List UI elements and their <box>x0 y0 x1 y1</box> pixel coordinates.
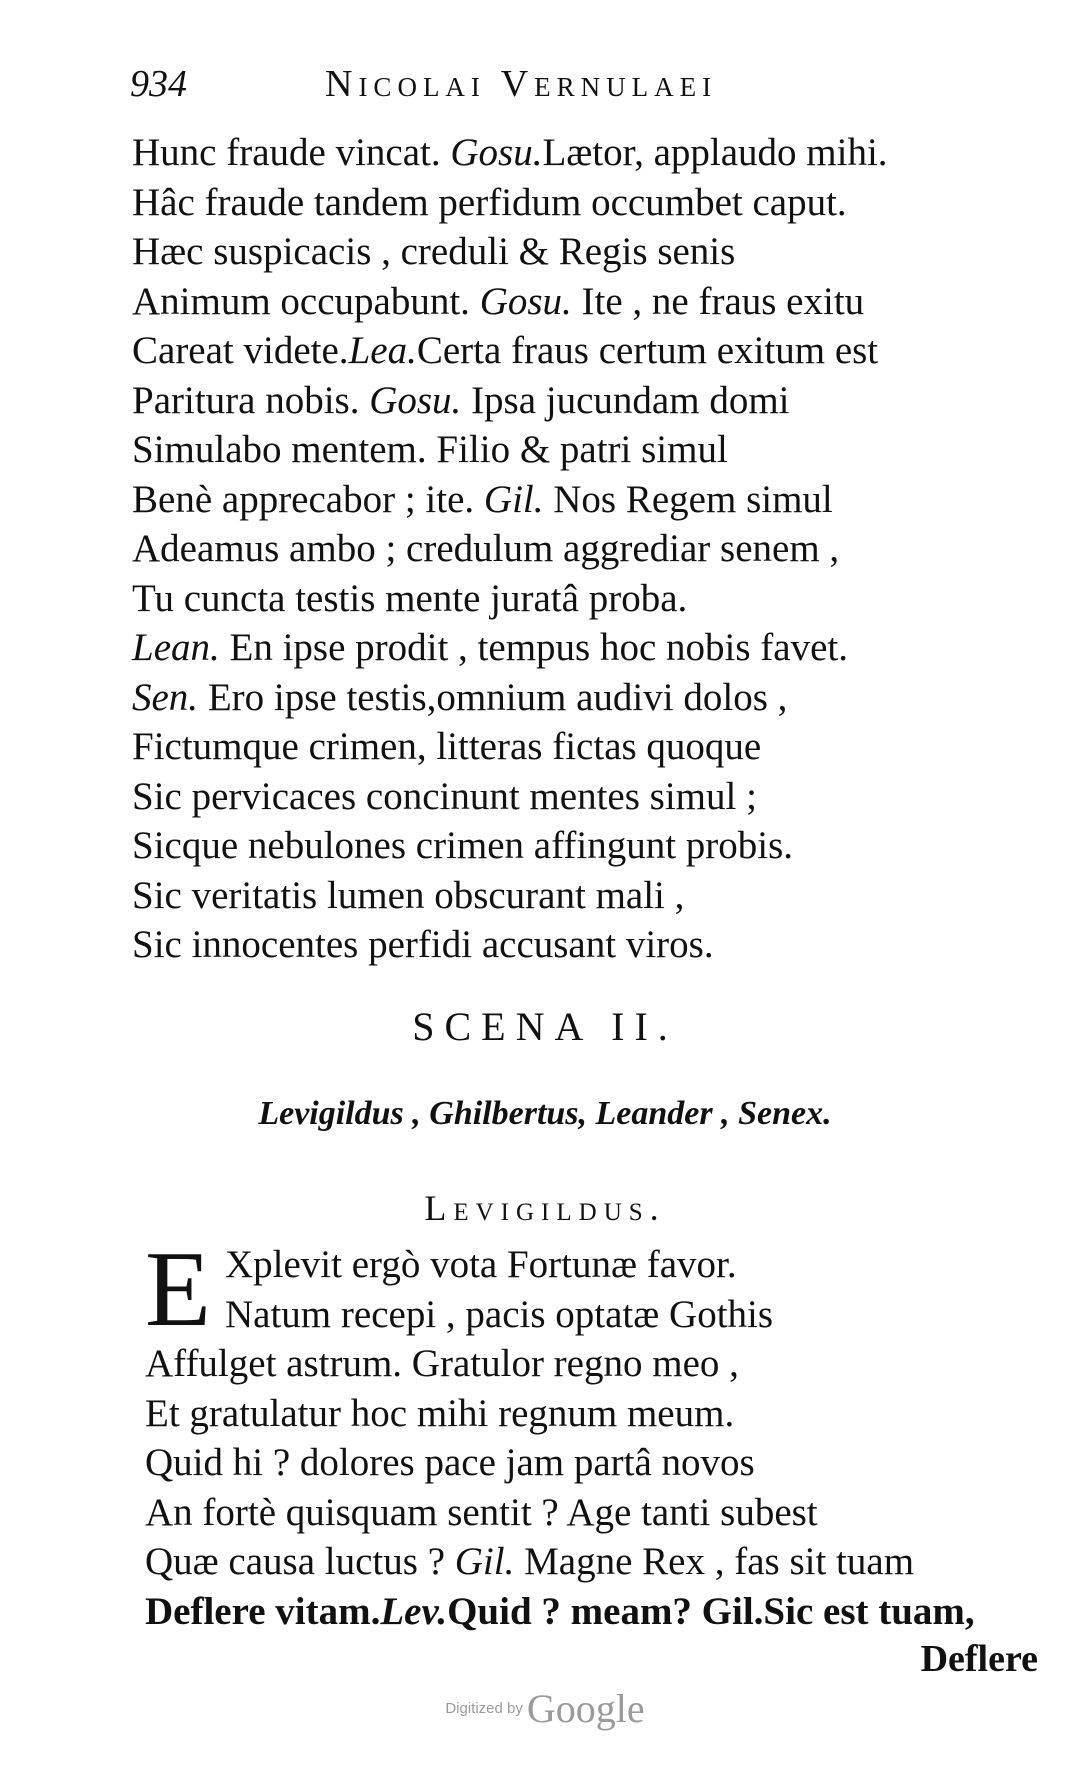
verse-line <box>132 722 1032 772</box>
running-head: Nicolai Vernulaei <box>325 63 718 105</box>
scene-title: SCENA II. <box>412 1004 678 1049</box>
line-text: Magne Rex , fas sit tuam <box>514 1540 915 1583</box>
speaker-abbreviation: Gosu. <box>450 131 543 174</box>
line-text: Hâc fraude tandem perfidum occumbet caput. <box>132 180 847 224</box>
line-text: An fortè quisquam sentit ? Age tanti subest <box>145 1490 818 1534</box>
line-text: Tu cuncta testis mente juratâ proba. <box>132 576 688 620</box>
drop-cap: E <box>145 1230 211 1349</box>
line-text: Lætor, applaudo mihi. <box>542 131 888 174</box>
verse-line <box>132 623 1032 673</box>
verse-line <box>132 524 1032 574</box>
page-number: 934 <box>130 63 187 105</box>
line-text: Adeamus ambo ; credulum aggrediar senem , <box>132 527 840 570</box>
line-text: Quid ? meam? Gil.Sic est tuam, <box>447 1589 975 1633</box>
scene-text <box>145 1230 1045 1636</box>
verse-block <box>132 128 1032 970</box>
scene-line <box>145 1537 1045 1587</box>
verse-line <box>132 673 1032 723</box>
verse-line <box>132 178 1032 228</box>
line-text: Benè apprecabor ; ite. <box>132 477 484 521</box>
line-text: Fictumque crimen, litteras fictas quoque <box>132 725 762 768</box>
line-text: En ipse prodit , tempus hoc nobis favet. <box>219 626 848 669</box>
speaker-abbreviation: Gil. <box>483 477 544 521</box>
line-text: Quid hi ? dolores pace jam partâ novos <box>145 1441 755 1484</box>
verse-line <box>132 821 1032 871</box>
catchword: Deflere <box>920 1638 1038 1680</box>
line-text: Ero ipse testis,omnium audivi dolos , <box>198 675 788 719</box>
page-header <box>130 62 930 112</box>
verse-line <box>132 277 1032 327</box>
line-text: Hunc fraude vincat. <box>132 131 451 174</box>
line-text: Sic innocentes perfidi accusant viros. <box>132 923 714 966</box>
cast-list: Levigildus , Ghilbertus, Leander , Senex. <box>258 1095 832 1132</box>
line-text: Sic pervicaces concinunt mentes simul ; <box>132 774 757 818</box>
speaker-abbreviation: Gosu. <box>369 378 462 422</box>
speaker-abbreviation: Lev. <box>380 1589 448 1633</box>
line-text: Simulabo mentem. Filio & patri simul <box>132 428 728 471</box>
line-text: Sicque nebulones crimen affingunt probis. <box>132 824 794 867</box>
verse-line <box>132 871 1032 921</box>
scene-line <box>145 1290 1045 1340</box>
line-text: Affulget astrum. Gratulor regno meo , <box>145 1342 739 1385</box>
speaker-abbreviation: Gil. <box>454 1540 515 1583</box>
scene-line <box>145 1587 1045 1637</box>
line-text: Et gratulatur hoc mihi regnum meum. <box>145 1391 735 1435</box>
line-text: Certa fraus certum exitum est <box>416 329 879 372</box>
line-text: Ite , ne fraus exitu <box>571 279 865 323</box>
verse-line <box>132 227 1032 277</box>
verse-line <box>132 326 1032 376</box>
line-text: Sic veritatis lumen obscurant mali , <box>132 873 685 917</box>
speaker-abbreviation: Lean. <box>132 626 220 669</box>
line-text: Quæ causa luctus ? <box>145 1540 455 1583</box>
google-wordmark: Google <box>526 1686 645 1731</box>
line-text: Animum occupabunt. <box>132 279 480 323</box>
scene-line <box>145 1339 1045 1389</box>
verse-line <box>132 574 1032 624</box>
line-text: Nos Regem simul <box>543 477 833 521</box>
verse-line <box>132 425 1032 475</box>
line-text: Xplevit ergò vota Fortunæ favor. <box>225 1243 737 1286</box>
scene-line <box>145 1240 1045 1290</box>
line-text: Deflere vitam. <box>145 1589 381 1633</box>
line-text: Hæc suspicacis , creduli & Regis senis <box>132 230 736 273</box>
verse-line <box>132 920 1032 970</box>
speaker-abbreviation: Lea. <box>348 329 417 372</box>
line-text: Natum recepi , pacis optatæ Gothis <box>225 1292 774 1336</box>
speaker-abbreviation: Sen. <box>132 675 199 719</box>
verse-line <box>132 475 1032 525</box>
digitization-footer <box>0 1685 1090 1732</box>
speaker-heading: Levigildus. <box>424 1188 666 1228</box>
verse-line <box>132 376 1032 426</box>
line-text: Paritura nobis. <box>132 378 370 422</box>
speaker-abbreviation: Gosu. <box>479 279 572 323</box>
verse-line <box>132 772 1032 822</box>
scene-line <box>145 1389 1045 1439</box>
line-text: Careat videte. <box>132 329 349 372</box>
scene-line <box>145 1438 1045 1488</box>
scene-line <box>145 1488 1045 1538</box>
digitized-by-label: Digitized by <box>445 1700 523 1717</box>
verse-line <box>132 128 1032 178</box>
line-text: Ipsa jucundam domi <box>461 378 790 422</box>
